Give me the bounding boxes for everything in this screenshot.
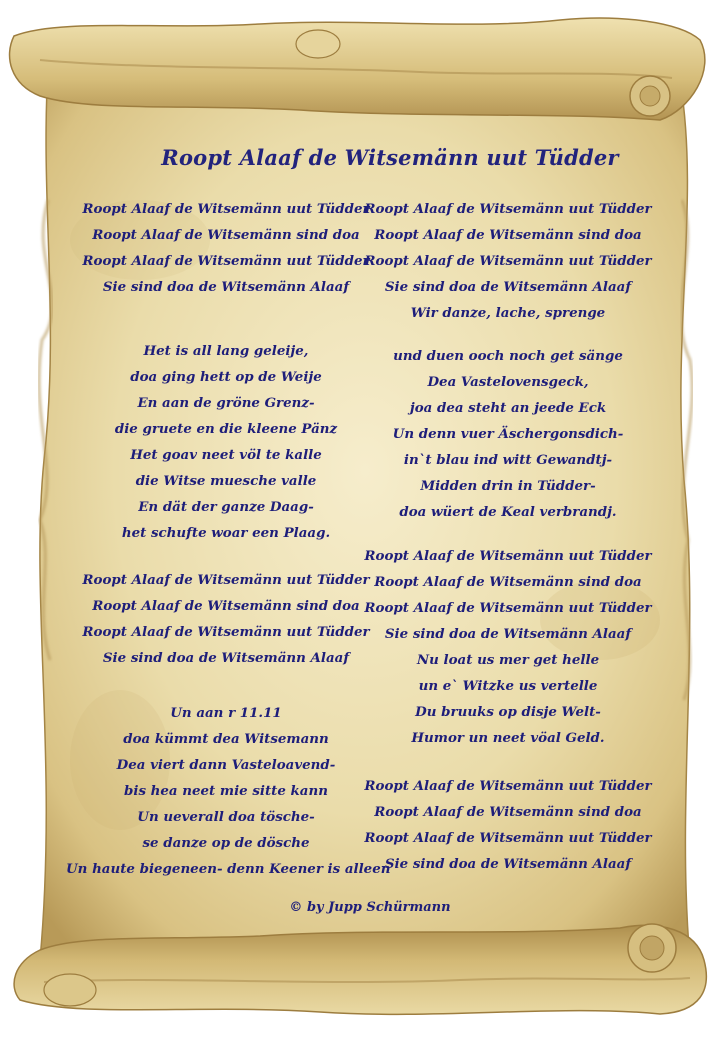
- verse-line: Roopt Alaaf de Witsemänn uut Tüdder: [82, 624, 370, 640]
- verse-line: Sie sind doa de Witsemänn Alaaf: [384, 279, 632, 295]
- verse-line: Roopt Alaaf de Witsemänn sind doa: [92, 598, 360, 614]
- verse-line: Roopt Alaaf de Witsemänn uut Tüdder: [82, 572, 370, 588]
- verse-line: Wir danze, lache, sprenge: [410, 305, 606, 321]
- verse-line: bis hea neet mie sitte kann: [124, 783, 328, 799]
- verse-line: die gruete en die kleene Pänz: [114, 421, 338, 437]
- verse-line: Sie sind doa de Witsemänn Alaaf: [102, 650, 350, 666]
- verse-line: Du bruuks op disje Welt-: [415, 704, 601, 720]
- author-credit: © by Jupp Schürmann: [289, 900, 451, 915]
- verse-line: Roopt Alaaf de Witsemänn uut Tüdder: [364, 201, 652, 217]
- verse-line: Dea Vastelovensgeck,: [427, 374, 589, 390]
- stanza: [348, 343, 668, 525]
- verse-line: doa ging hett op de Weije: [130, 369, 322, 385]
- stanza: [66, 567, 386, 671]
- verse-line: En dät der ganze Daag-: [138, 499, 314, 515]
- verse-line: Un ueverall doa tösche-: [137, 809, 315, 825]
- verse-line: Roopt Alaaf de Witsemänn uut Tüdder: [82, 201, 370, 217]
- verse-line: Roopt Alaaf de Witsemänn uut Tüdder: [364, 548, 652, 564]
- verse-line: Humor un neet vöal Geld.: [411, 730, 605, 746]
- verse-line: Het goav neet völ te kalle: [130, 447, 322, 463]
- verse-line: Nu loat us mer get helle: [416, 652, 600, 668]
- verse-line: Un denn vuer Äschergonsdich-: [392, 426, 624, 442]
- verse-line: Roopt Alaaf de Witsemänn uut Tüdder: [364, 778, 652, 794]
- verse-line: Un aan r 11.11: [170, 705, 282, 721]
- stanza: [66, 196, 386, 300]
- verse-line: se danze op de dösche: [142, 835, 310, 851]
- verse-line: Dea viert dann Vasteloavend-: [116, 757, 336, 773]
- verse-line: Sie sind doa de Witsemänn Alaaf: [384, 626, 632, 642]
- stanza: [66, 700, 391, 882]
- stanza: [348, 543, 668, 751]
- verse-line: Un haute biegeneen- denn Keener is alleen: [66, 861, 391, 877]
- verse-line: in`t blau ind witt Gewandtj-: [403, 452, 613, 468]
- stanza: [348, 773, 668, 877]
- stanza: [348, 196, 668, 326]
- verse-line: un e` Witzke us vertelle: [418, 678, 598, 694]
- verse-line: Sie sind doa de Witsemänn Alaaf: [102, 279, 350, 295]
- verse-line: Roopt Alaaf de Witsemänn uut Tüdder: [364, 600, 652, 616]
- verse-line: doa kümmt dea Witsemann: [123, 731, 329, 747]
- verse-line: und duen ooch noch get sänge: [393, 348, 623, 364]
- verse-line: Sie sind doa de Witsemänn Alaaf: [384, 856, 632, 872]
- verse-line: Roopt Alaaf de Witsemänn sind doa: [92, 227, 360, 243]
- verse-line: Roopt Alaaf de Witsemänn sind doa: [374, 227, 642, 243]
- verse-line: Roopt Alaaf de Witsemänn uut Tüdder: [364, 830, 652, 846]
- verse-line: Roopt Alaaf de Witsemänn uut Tüdder: [364, 253, 652, 269]
- verse-line: die Witse muesche valle: [135, 473, 317, 489]
- verse-line: joa dea steht an jeede Eck: [409, 400, 607, 416]
- stanza: [66, 338, 386, 546]
- verse-line: Roopt Alaaf de Witsemänn uut Tüdder: [82, 253, 370, 269]
- verse-line: Het is all lang geleije,: [143, 343, 309, 359]
- verse-line: Roopt Alaaf de Witsemänn sind doa: [374, 804, 642, 820]
- verse-line: het schufte woar een Plaag.: [121, 525, 331, 541]
- poem-title: Roopt Alaaf de Witsemänn uut Tüdder: [161, 145, 619, 170]
- verse-line: En aan de gröne Grenz-: [137, 395, 315, 411]
- verse-line: Roopt Alaaf de Witsemänn sind doa: [374, 574, 642, 590]
- verse-line: Midden drin in Tüdder-: [420, 478, 596, 494]
- verse-line: doa wüert de Keal verbrandj.: [399, 504, 617, 520]
